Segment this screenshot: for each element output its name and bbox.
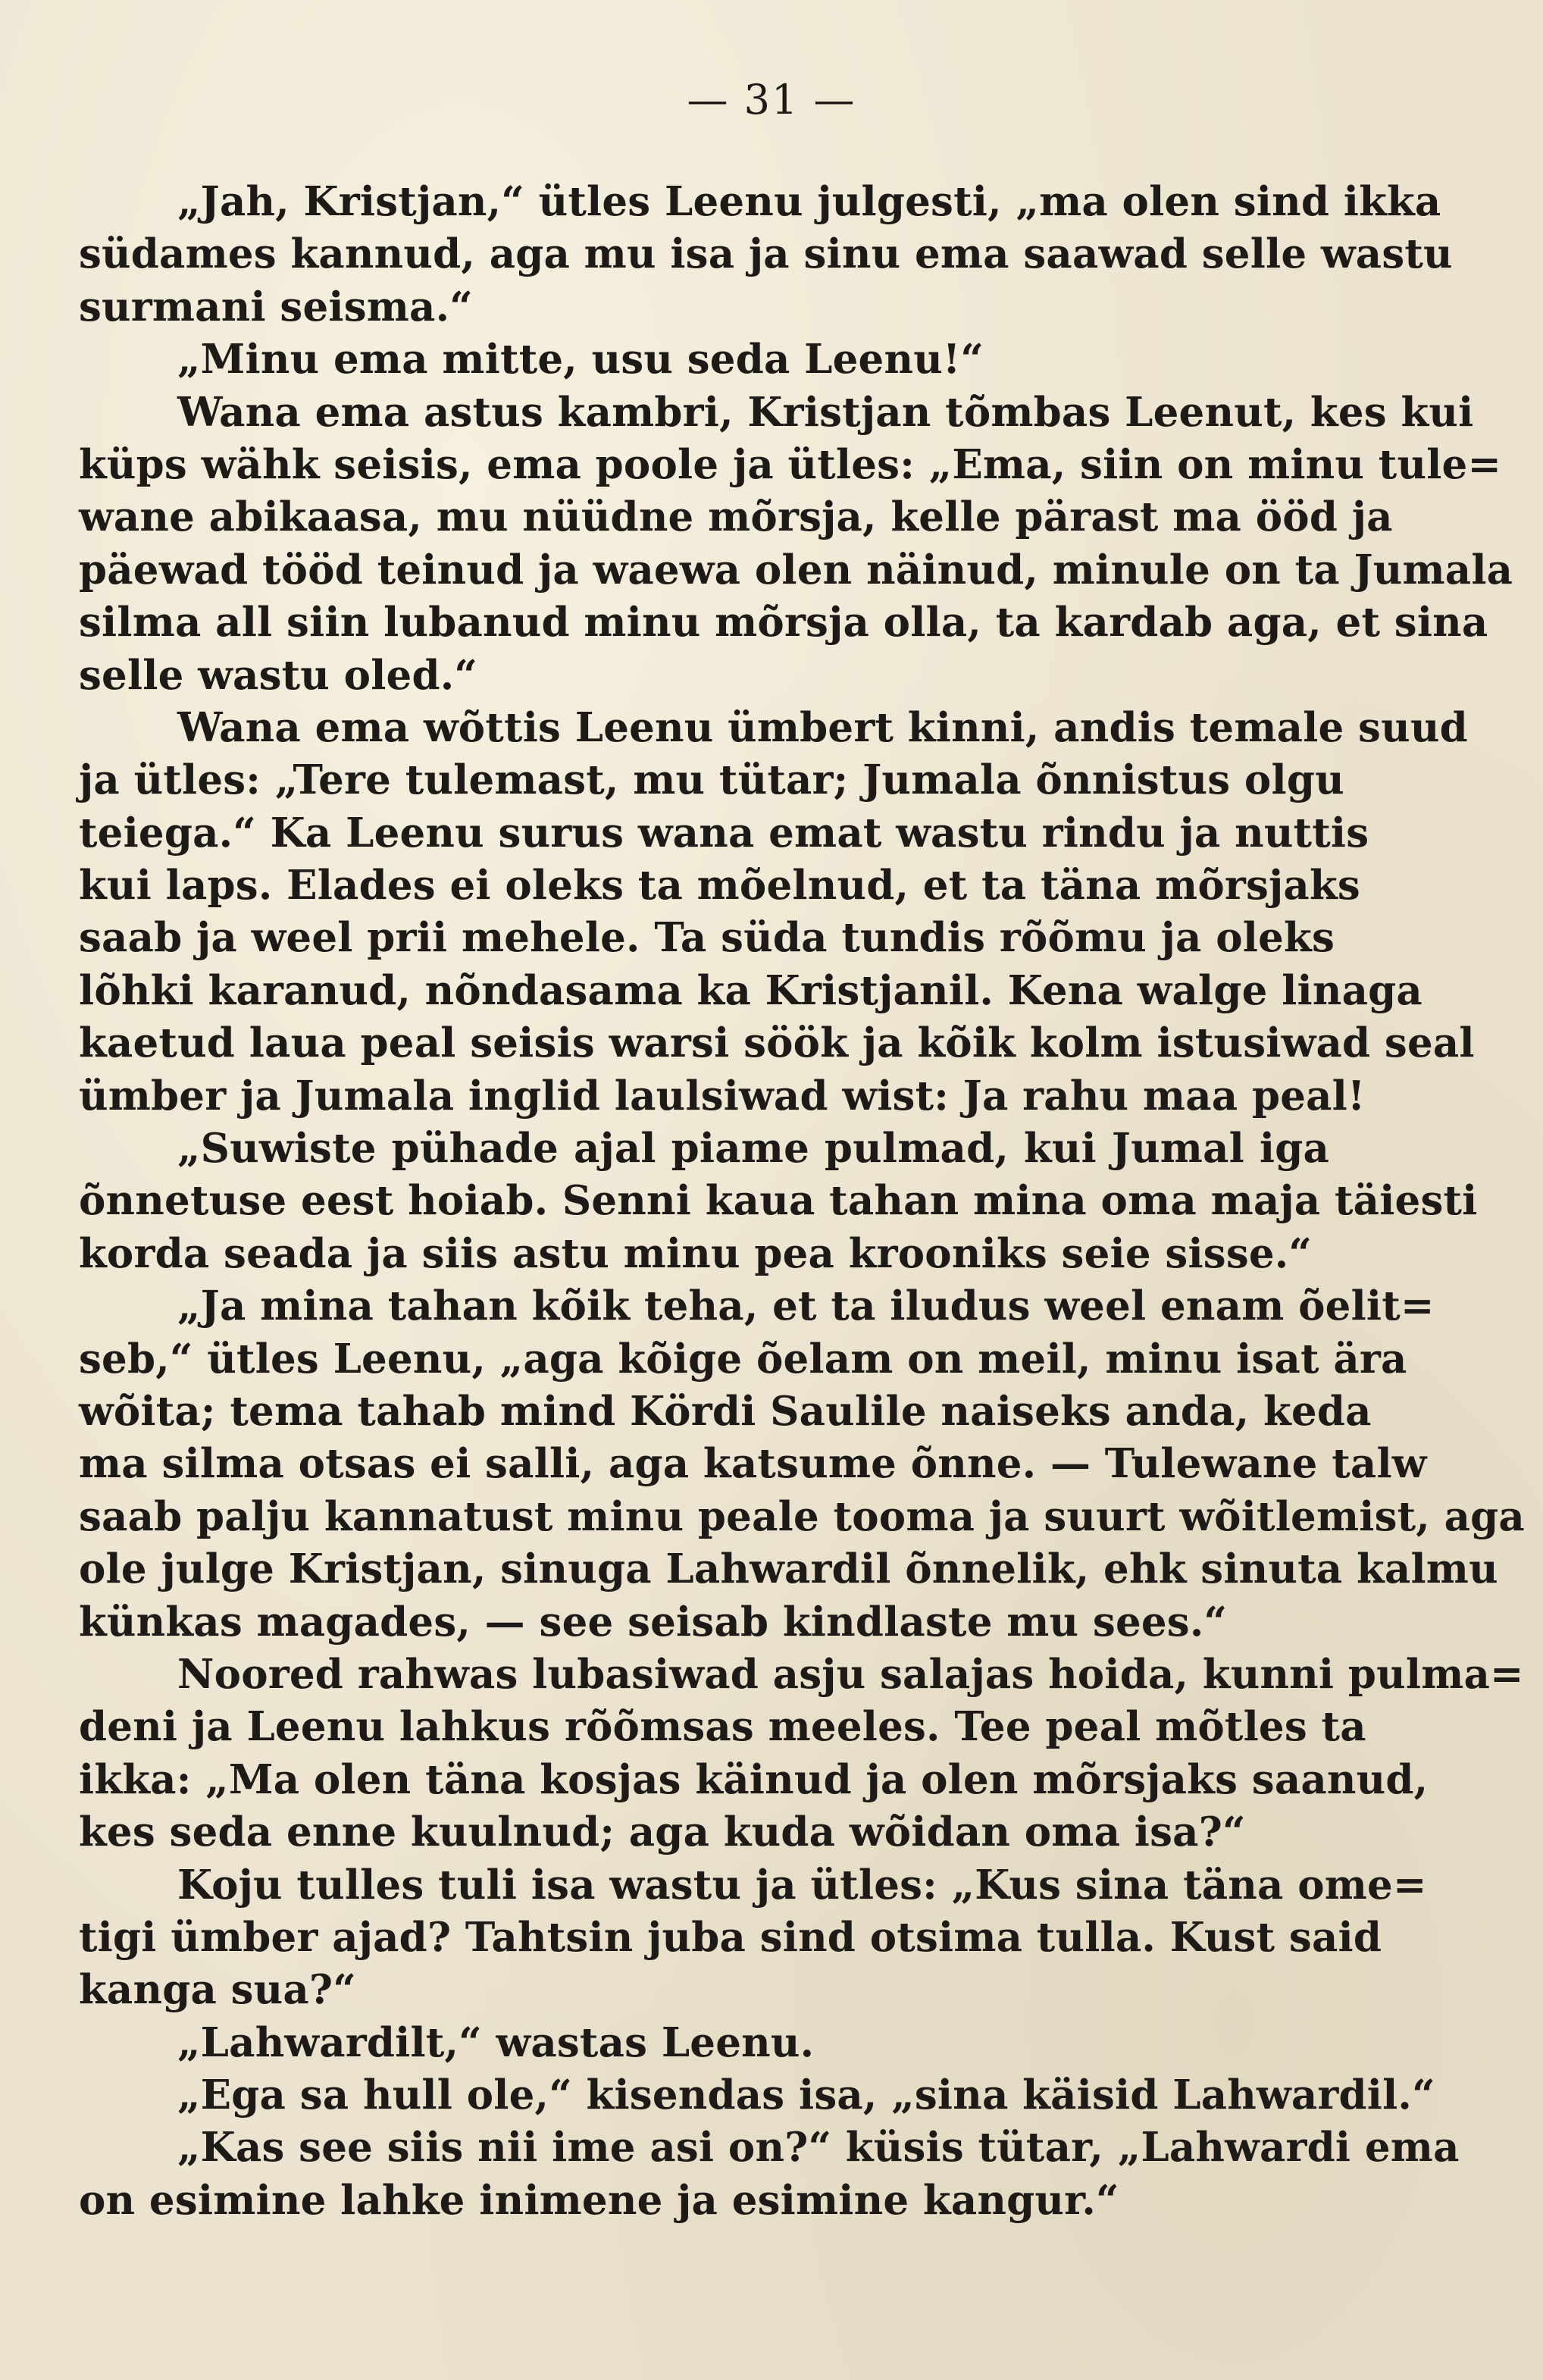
text-line: on esimine lahke inimene ja esimine kangur.“: [79, 2176, 1119, 2224]
text-line: ikka: „Ma olen täna kosjas käinud ja olen mõrsjaks saanud,: [79, 1755, 1429, 1803]
text-line: kes seda enne kuulnud; aga kuda wõidan oma isa?“: [79, 1808, 1246, 1856]
text-line: surmani seisma.“: [79, 283, 473, 330]
text-line: deni ja Leenu lahkus rõõmsas meeles. Tee peal mõtles ta: [79, 1703, 1366, 1751]
text-line: küps wähk seisis, ema poole ja ütles: „Ema, siin on minu tule=: [79, 440, 1502, 488]
text-line: wõita; tema tahab mind Kördi Saulile naiseks anda, keda: [79, 1387, 1372, 1435]
text-line: Noored rahwas lubasiwad asju salajas hoida, kunni pulma=: [177, 1650, 1524, 1698]
text-line: saab palju kannatust minu peale tooma ja suurt wõitlemist, aga: [79, 1492, 1525, 1540]
text-line: õnnetuse eest hoiab. Senni kaua tahan mina oma maja täiesti: [79, 1177, 1478, 1225]
text-line: selle wastu oled.“: [79, 651, 478, 699]
text-line: „Minu ema mitte, usu seda Leenu!“: [177, 336, 984, 384]
text-line: teiega.“ Ka Leenu surus wana emat wastu rindu ja nuttis: [79, 809, 1369, 856]
text-line: Koju tulles tuli isa wastu ja ütles: „Kus sina täna ome=: [177, 1861, 1427, 1909]
text-line: südames kannud, aga mu isa ja sinu ema saawad selle wastu: [79, 230, 1453, 278]
text-line: ole julge Kristjan, sinuga Lahwardil õnnelik, ehk sinuta kalmu: [79, 1545, 1498, 1593]
text-line: kui laps. Elades ei oleks ta mõelnud, et ta täna mõrsjaks: [79, 862, 1360, 910]
text-line: künkas magades, — see seisab kindlaste mu sees.“: [79, 1598, 1228, 1646]
text-line: „Ja mina tahan kõik teha, et ta iludus weel enam õelit=: [177, 1282, 1435, 1330]
text-line: „Lahwardilt,“ wastas Leenu.: [177, 2018, 815, 2066]
text-line: ma silma otsas ei salli, aga katsume õnne. — Tulewane talw: [79, 1440, 1427, 1488]
text-line: kaetud laua peal seisis warsi söök ja kõik kolm istusiwad seal: [79, 1019, 1475, 1067]
text-line: wane abikaasa, mu nüüdne mõrsja, kelle pärast ma ööd ja: [79, 493, 1393, 541]
body-text: [79, 176, 1525, 2227]
text-line: „Ega sa hull ole,“ kisendas isa, „sina käisid Lahwardil.“: [177, 2072, 1435, 2119]
text-line: silma all siin lubanud minu mõrsja olla, ta kardab aga, et sina: [79, 599, 1488, 647]
text-line: lõhki karanud, nõndasama ka Kristjanil. Kena walge linaga: [79, 966, 1423, 1014]
text-line: „Suwiste pühade ajal piame pulmad, kui Jumal iga: [177, 1125, 1329, 1173]
text-line: „Jah, Kristjan,“ ütles Leenu julgesti, „ma olen sind ikka: [177, 178, 1441, 225]
text-line: saab ja weel prii mehele. Ta süda tundis rõõmu ja oleks: [79, 914, 1335, 962]
text-line: Wana ema wõttis Leenu ümbert kinni, andis temale suud: [177, 703, 1468, 751]
text-line: „Kas see siis nii ime asi on?“ küsis tütar, „Lahwardi ema: [177, 2124, 1460, 2172]
text-line: ümber ja Jumala inglid laulsiwad wist: Ja rahu maa peal!: [79, 1072, 1366, 1120]
text-line: päewad tööd teinud ja waewa olen näinud, minule on ta Jumala: [79, 546, 1513, 593]
text-line: ja ütles: „Tere tulemast, mu tütar; Jumala õnnistus olgu: [79, 756, 1344, 804]
text-line: tigi ümber ajad? Tahtsin juba sind otsima tulla. Kust said: [79, 1913, 1382, 1961]
page-number: — 31 —: [687, 76, 856, 124]
text-line: Wana ema astus kambri, Kristjan tõmbas Leenut, kes kui: [177, 388, 1474, 436]
text-line: seb,“ ütles Leenu, „aga kõige õelam on meil, minu isat ära: [79, 1335, 1407, 1383]
text-line: kanga sua?“: [79, 1966, 356, 2014]
text-line: korda seada ja siis astu minu pea krooniks seie sisse.“: [79, 1229, 1313, 1277]
